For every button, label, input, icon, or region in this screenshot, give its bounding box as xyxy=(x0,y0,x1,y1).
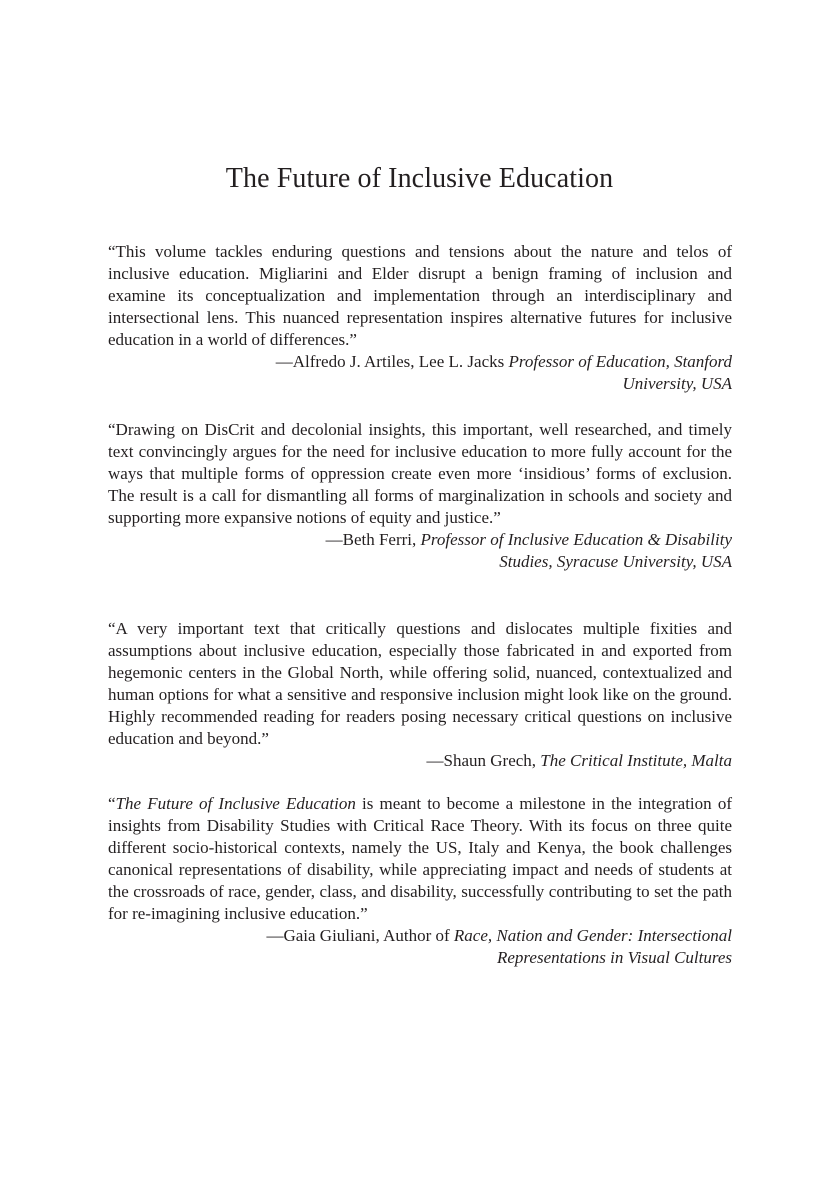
endorsement-attribution xyxy=(108,750,732,772)
endorsement-blurb xyxy=(108,793,732,969)
endorser-name: —Alfredo J. Artiles, Lee L. Jacks xyxy=(275,352,509,371)
quote-body: is meant to become a milestone in the integration of insights from Disability Studies with Critical Race Theory. With its focus on three quite different socio-historical contexts, namely the US, Italy and Kenya, the book challenges canonical representations of disability, while appreciating impact and needs of students at the crossroads of race, gender, class, and disability, successfully contributing to set the path for re-imagining inclusive education.” xyxy=(108,794,732,923)
endorsement-attribution xyxy=(108,529,732,573)
book-title-reference: The Future of Inclusive Education xyxy=(115,794,356,813)
endorsement-quote: “Drawing on DisCrit and decolonial insights, this important, well researched, and timely text convincingly argues for the need for inclusive education to more fully account for the ways that multiple forms of oppression create even more ‘insidious’ forms of exclusion. The result is a call for dismantling all forms of marginalization in schools and society and supporting more expansive notions of equity and justice.” xyxy=(108,420,732,527)
endorsement-attribution xyxy=(108,351,732,395)
endorsement-quote: “This volume tackles enduring questions and tensions about the nature and telos of inclusive education. Migliarini and Elder disrupt a benign framing of inclusion and examine its conceptualization and implementation through an interdisciplinary and intersectional lens. This nuanced representation inspires alternative futures for inclusive education in a world of differences.” xyxy=(108,242,732,349)
endorsement-attribution xyxy=(108,925,732,969)
endorser-affiliation: The Critical Institute, Malta xyxy=(540,751,732,770)
endorsement-blurb xyxy=(108,241,732,395)
endorsement-quote xyxy=(108,793,732,925)
endorsement-blurb xyxy=(108,419,732,573)
endorser-name: —Gaia Giuliani, Author of xyxy=(266,926,454,945)
endorser-name: —Shaun Grech, xyxy=(426,751,541,770)
endorser-role: Professor of Inclusive Education & Disability xyxy=(420,530,732,549)
endorser-book-title: Race, Nation and Gender: Intersectional xyxy=(453,926,732,945)
endorser-affiliation: Studies, Syracuse University, USA xyxy=(499,552,732,571)
endorser-name: —Beth Ferri, xyxy=(325,530,421,549)
endorser-book-subtitle: Representations in Visual Cultures xyxy=(497,948,732,967)
endorser-affiliation: University, USA xyxy=(622,374,732,393)
page-title: The Future of Inclusive Education xyxy=(225,163,614,194)
quote-open-mark: “ xyxy=(108,794,116,813)
endorsement-quote: “A very important text that critically questions and dislocates multiple fixities and assumptions about inclusive education, especially those fabricated in and exported from hegemonic centers in the Global North, while offering solid, nuanced, contextualized and human options for what a sensitive and responsive inclusion might look like on the ground. Highly recommended reading for readers posing necessary critical questions on inclusive education and beyond.” xyxy=(108,619,732,748)
endorsement-blurb xyxy=(108,618,732,772)
endorser-role: Professor of Education, Stanford xyxy=(508,352,732,371)
